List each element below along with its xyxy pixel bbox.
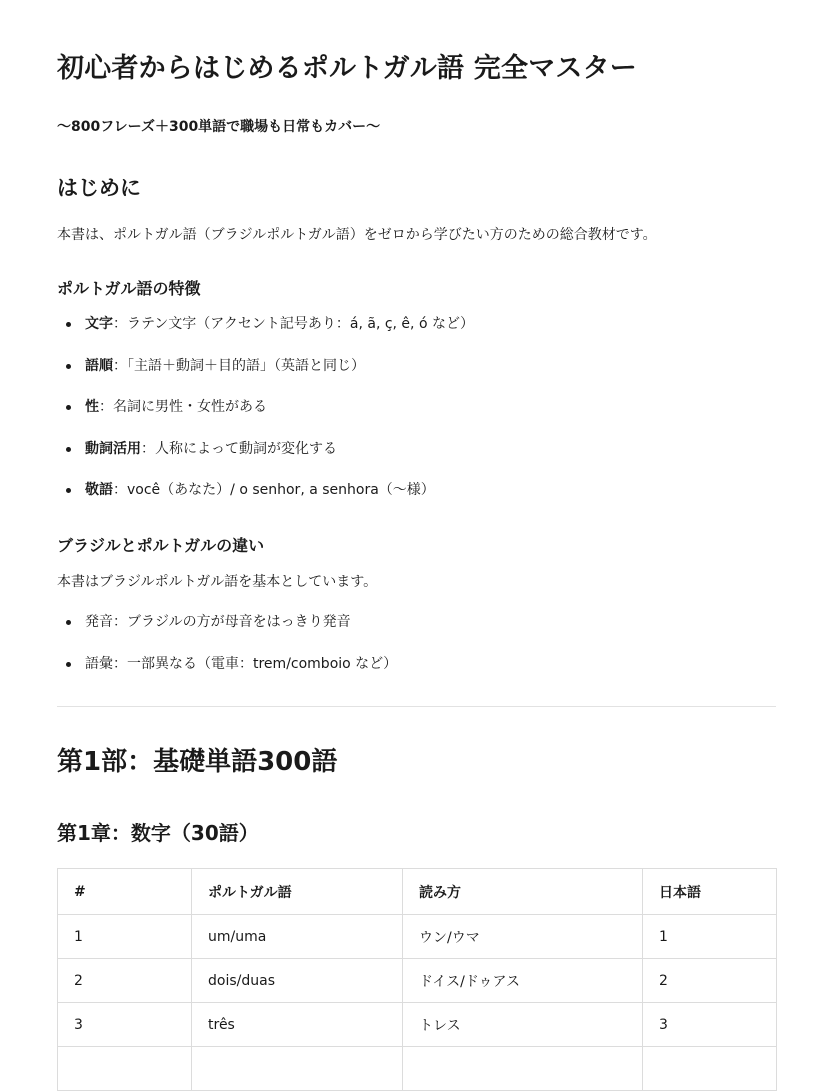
table-header-row: [58, 869, 777, 915]
cell-portuguese: dois/duas: [192, 959, 403, 1003]
cell-portuguese: [192, 1047, 403, 1091]
table-row: [58, 915, 777, 959]
chapter-title: 第1章：数字（30語）: [57, 821, 259, 845]
cell-portuguese: três: [192, 1003, 403, 1047]
features-list: [57, 314, 474, 522]
list-item: [57, 654, 397, 696]
feature-term: 文字: [85, 316, 113, 332]
feature-desc: ：ラテン文字（アクセント記号あり：á, ã, ç, ê, ó など）: [113, 316, 474, 332]
document-subtitle: 〜800フレーズ＋300単語で職場も日常もカバー〜: [57, 119, 381, 135]
document-title: 初心者からはじめるポルトガル語 完全マスター: [57, 53, 637, 84]
intro-text: 本書は、ポルトガル語（ブラジルポルトガル語）をゼロから学びたい方のための総合教材です。: [57, 227, 657, 243]
cell-japanese: 2: [643, 959, 777, 1003]
part-title: 第1部：基礎単語300語: [57, 747, 338, 777]
cell-number: [58, 1047, 192, 1091]
list-item: [57, 612, 397, 654]
table-row: [58, 1003, 777, 1047]
features-heading: ポルトガル語の特徴: [57, 279, 201, 298]
difference-text: 発音：ブラジルの方が母音をはっきり発音: [85, 614, 351, 630]
feature-desc: ：você（あなた）/ o senhor, a senhora（〜様）: [113, 482, 435, 498]
cell-number: 1: [58, 915, 192, 959]
section-divider: [57, 706, 776, 707]
cell-portuguese: um/uma: [192, 915, 403, 959]
list-item: [57, 356, 474, 398]
differences-list: [57, 612, 397, 695]
vocabulary-table: [57, 868, 777, 1091]
difference-text: 語彙：一部異なる（電車：trem/comboio など）: [85, 655, 398, 672]
cell-number: 3: [58, 1003, 192, 1047]
feature-term: 性: [85, 399, 99, 415]
cell-reading: トレス: [403, 1003, 643, 1047]
cell-reading: ドイス/ドゥアス: [403, 959, 643, 1003]
cell-japanese: 3: [643, 1003, 777, 1047]
feature-term: 語順: [85, 357, 113, 374]
feature-term: 動詞活用: [85, 440, 141, 457]
list-item: [57, 314, 474, 356]
table-row: [58, 959, 777, 1003]
column-header-portuguese: ポルトガル語: [192, 869, 403, 915]
feature-desc: ：人称によって動詞が変化する: [141, 440, 337, 457]
feature-term: 敬語: [85, 482, 113, 498]
cell-japanese: 1: [643, 915, 777, 959]
column-header-number: #: [58, 869, 192, 915]
list-item: [57, 397, 474, 439]
cell-reading: ウン/ウマ: [403, 915, 643, 959]
cell-number: 2: [58, 959, 192, 1003]
differences-text: 本書はブラジルポルトガル語を基本としています。: [57, 574, 378, 590]
feature-desc: ：名詞に男性・女性がある: [99, 399, 267, 415]
column-header-reading: 読み方: [403, 869, 643, 915]
list-item: [57, 439, 474, 481]
column-header-japanese: 日本語: [643, 869, 777, 915]
feature-desc: ：「主語＋動詞＋目的語」（英語と同じ）: [113, 357, 365, 374]
table-row: [58, 1047, 777, 1091]
list-item: [57, 480, 474, 522]
cell-japanese: [643, 1047, 777, 1091]
cell-reading: [403, 1047, 643, 1091]
differences-heading: ブラジルとポルトガルの違い: [57, 536, 265, 555]
intro-heading: はじめに: [57, 176, 141, 200]
